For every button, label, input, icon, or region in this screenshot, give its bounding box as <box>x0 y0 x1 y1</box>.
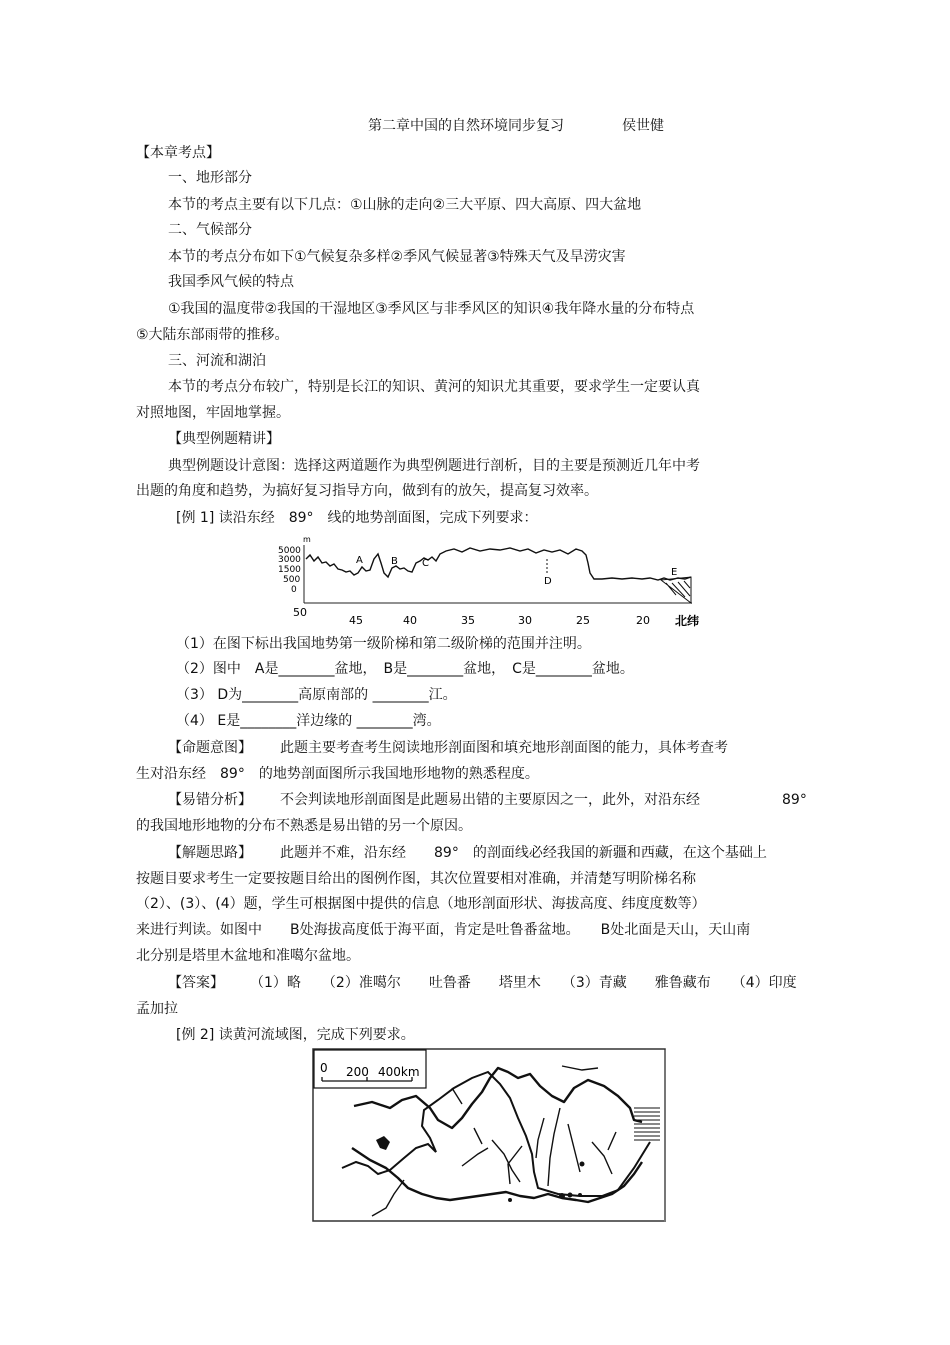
x-axis-unit-latitude: 北纬 <box>675 614 700 628</box>
x-tick-25: 25 <box>576 614 590 627</box>
approach-line4: 来进行判读。如图中 B处海拔高度低于海平面，肯定是吐鲁番盆地。 B处北面是天山，天山南 <box>136 922 751 938</box>
error-analysis-line2: 的我国地形地物的分布不熟悉是易出错的另一个原因。 <box>136 818 472 834</box>
sea-hatch <box>661 577 691 603</box>
scale-label-0: 0 <box>320 1061 328 1075</box>
x-tick-50: 50 <box>293 606 307 619</box>
example2-prompt: [例 2] 读黄河流域图，完成下列要求。 <box>176 1027 415 1043</box>
answer-label: 【答案】 <box>168 975 224 991</box>
part1-text: 本节的考点主要有以下几点：①山脉的走向②三大平原、四大高原、四大盆地 <box>168 197 642 213</box>
yellow-river-basin-map <box>312 1048 668 1223</box>
part2-subtitle: 我国季风气候的特点 <box>168 274 294 290</box>
part3-text-line1: 本节的考点分布较广，特别是长江的知识、黄河的知识尤其重要，要求学生一定要认真 <box>168 379 700 395</box>
y-tick-500: 500 <box>283 575 301 585</box>
error-analysis-line1: 不会判读地形剖面图是此题易出错的主要原因之一，此外，对沿东经 <box>280 792 700 808</box>
document-title: 第二章中国的自然环境同步复习 <box>368 118 564 134</box>
reservoir-dot-5 <box>580 1162 585 1167</box>
y-tick-5000: 5000 <box>278 546 301 556</box>
profile-label-a: A <box>356 555 363 566</box>
author-name: 侯世健 <box>622 118 664 134</box>
intent-line1: 此题主要考查考生阅读地形剖面图和填充地形剖面图的能力，具体考查考 <box>280 740 728 756</box>
y-tick-0: 0 <box>291 585 297 595</box>
approach-line2: 按题目要求考生一定要按题目给出的图例作图，其次位置要相对准确，并清楚写明阶梯名称 <box>136 871 696 887</box>
x-tick-20: 20 <box>636 614 650 627</box>
part2-list-line1: ①我国的温度带②我国的干湿地区③季风区与非季风区的知识④我年降水量的分布特点 <box>168 301 695 317</box>
reservoir-dot-4 <box>508 1198 512 1202</box>
approach-label: 【解题思路】 <box>168 845 252 861</box>
profile-label-e: E <box>671 567 678 578</box>
answer-line1: （1）略 （2）准噶尔 吐鲁番 塔里木 （3）青藏 雅鲁藏布 （4）印度 <box>250 975 797 991</box>
intent-label: 【命题意图】 <box>168 740 252 756</box>
example1-question1: （1）在图下标出我国地势第一级阶梯和第二级阶梯的范围并注明。 <box>176 636 591 652</box>
approach-line3: （2）、(3）、(4）题，学生可根据图中提供的信息（地形剖面形状、海拔高度、纬度度数等） <box>136 896 706 912</box>
part2-text: 本节的考点分布如下①气候复杂多样②季风气候显著③特殊天气及旱涝灾害 <box>168 249 626 265</box>
intent-line2: 生对沿东经 89° 的地势剖面图所示我国地形地物的熟悉程度。 <box>136 766 539 782</box>
reservoir-dot-3 <box>578 1193 582 1197</box>
examples-intro-line1: 典型例题设计意图：选择这两道题作为典型例题进行剖析，目的主要是预测近几年中考 <box>168 458 700 474</box>
example1-question2: （2）图中 A是________盆地， B是________盆地， C是________盆地。 <box>176 661 634 677</box>
part2-list-line2: ⑤大陆东部雨带的推移。 <box>136 327 289 343</box>
error-analysis-label: 【易错分析】 <box>168 792 252 808</box>
scale-label-200: 200 <box>346 1065 369 1079</box>
scale-label-400km: 400km <box>378 1065 420 1079</box>
part1-title: 一、地形部分 <box>168 170 252 186</box>
reservoir-dot-2 <box>568 1193 573 1198</box>
reservoir-dot-1 <box>559 1193 565 1199</box>
answer-line2: 孟加拉 <box>136 1001 178 1017</box>
y-tick-1500: 1500 <box>278 565 301 575</box>
x-tick-40: 40 <box>403 614 417 627</box>
approach-line5: 北分别是塔里木盆地和准噶尔盆地。 <box>136 948 360 964</box>
x-tick-45: 45 <box>349 614 363 627</box>
profile-label-d: D <box>544 576 552 587</box>
y-tick-3000: 3000 <box>278 555 301 565</box>
example1-prompt: [例 1] 读沿东经 89° 线的地势剖面图，完成下列要求： <box>176 510 538 526</box>
part2-title: 二、气候部分 <box>168 222 252 238</box>
example1-question3: （3） D为________高原南部的 ________江。 <box>176 687 457 703</box>
x-tick-35: 35 <box>461 614 475 627</box>
example1-question4: （4） E是________洋边缘的 ________湾。 <box>176 713 441 729</box>
approach-line1: 此题并不难，沿东经 89° 的剖面线必经我国的新疆和西藏，在这个基础上 <box>280 845 767 861</box>
part3-text-line2: 对照地图，牢固地掌握。 <box>136 405 290 421</box>
terrain-profile-figure <box>270 533 715 628</box>
profile-label-b: B <box>391 556 398 567</box>
y-unit-label: m <box>303 535 311 544</box>
section-heading-key-points: 【本章考点】 <box>136 145 220 161</box>
x-tick-30: 30 <box>518 614 532 627</box>
part3-title: 三、河流和湖泊 <box>168 353 266 369</box>
profile-label-c: C <box>422 558 429 569</box>
error-analysis-degree: 89° <box>782 792 807 808</box>
section-heading-examples: 【典型例题精讲】 <box>168 431 280 447</box>
examples-intro-line2: 出题的角度和趋势，为搞好复习指导方向，做到有的放矢，提高复习效率。 <box>136 483 598 499</box>
terrain-profile-line <box>306 548 691 580</box>
